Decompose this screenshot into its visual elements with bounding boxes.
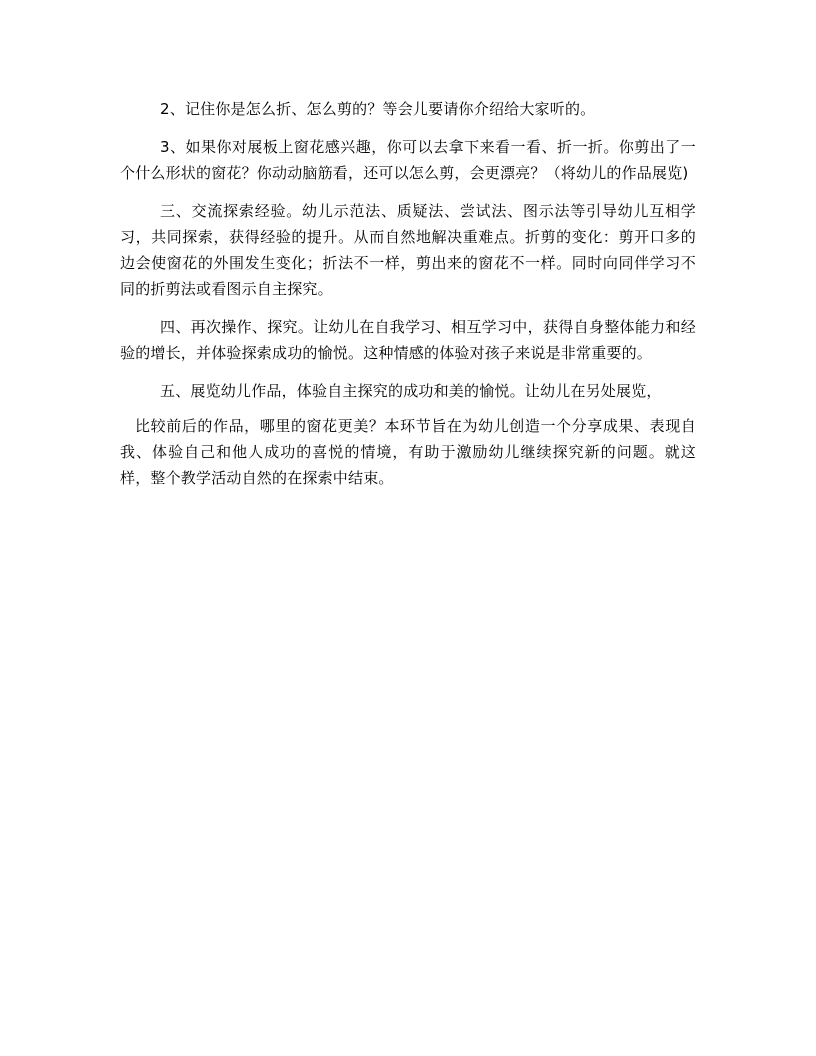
paragraph-conclusion: 比较前后的作品，哪里的窗花更美？本环节旨在为幼儿创造一个分享成果、表现自我、体验自己和他人成功的喜悦的情境，有助于激励幼儿继续探究新的问题。就这样，整个教学活动自然的在探索中结束。 (120, 417, 696, 487)
paragraph-section-3: 三、交流探索经验。幼儿示范法、质疑法、尝试法、图示法等引导幼儿互相学习，共同探索，获得经验的提升。从而自然地解决重难点。折剪的变化：剪开口多的边会使窗花的外围发生变化；折法不一样，剪出来的窗花不一样。同时向同伴学习不同的折剪法或看图示自主探究。 (120, 202, 696, 298)
paragraph-section-5: 五、展览幼儿作品，体验自主探究的成功和美的愉悦。让幼儿在另处展览， (160, 382, 662, 400)
document-body (120, 96, 696, 503)
paragraph-step-2: 2、记住你是怎么折、怎么剪的？等会儿要请你介绍给大家听的。 (160, 100, 596, 118)
paragraph-step-3: 3、如果你对展板上窗花感兴趣，你可以去拿下来看一看、折一折。你剪出了一个什么形状的窗花？你动动脑筋看，还可以怎么剪，会更漂亮？（将幼儿的作品展览) (120, 138, 696, 182)
paragraph-section-4: 四、再次操作、探究。让幼儿在自我学习、相互学习中，获得自身整体能力和经验的增长，并体验探索成功的愉悦。这种情感的体验对孩子来说是非常重要的。 (120, 318, 696, 362)
